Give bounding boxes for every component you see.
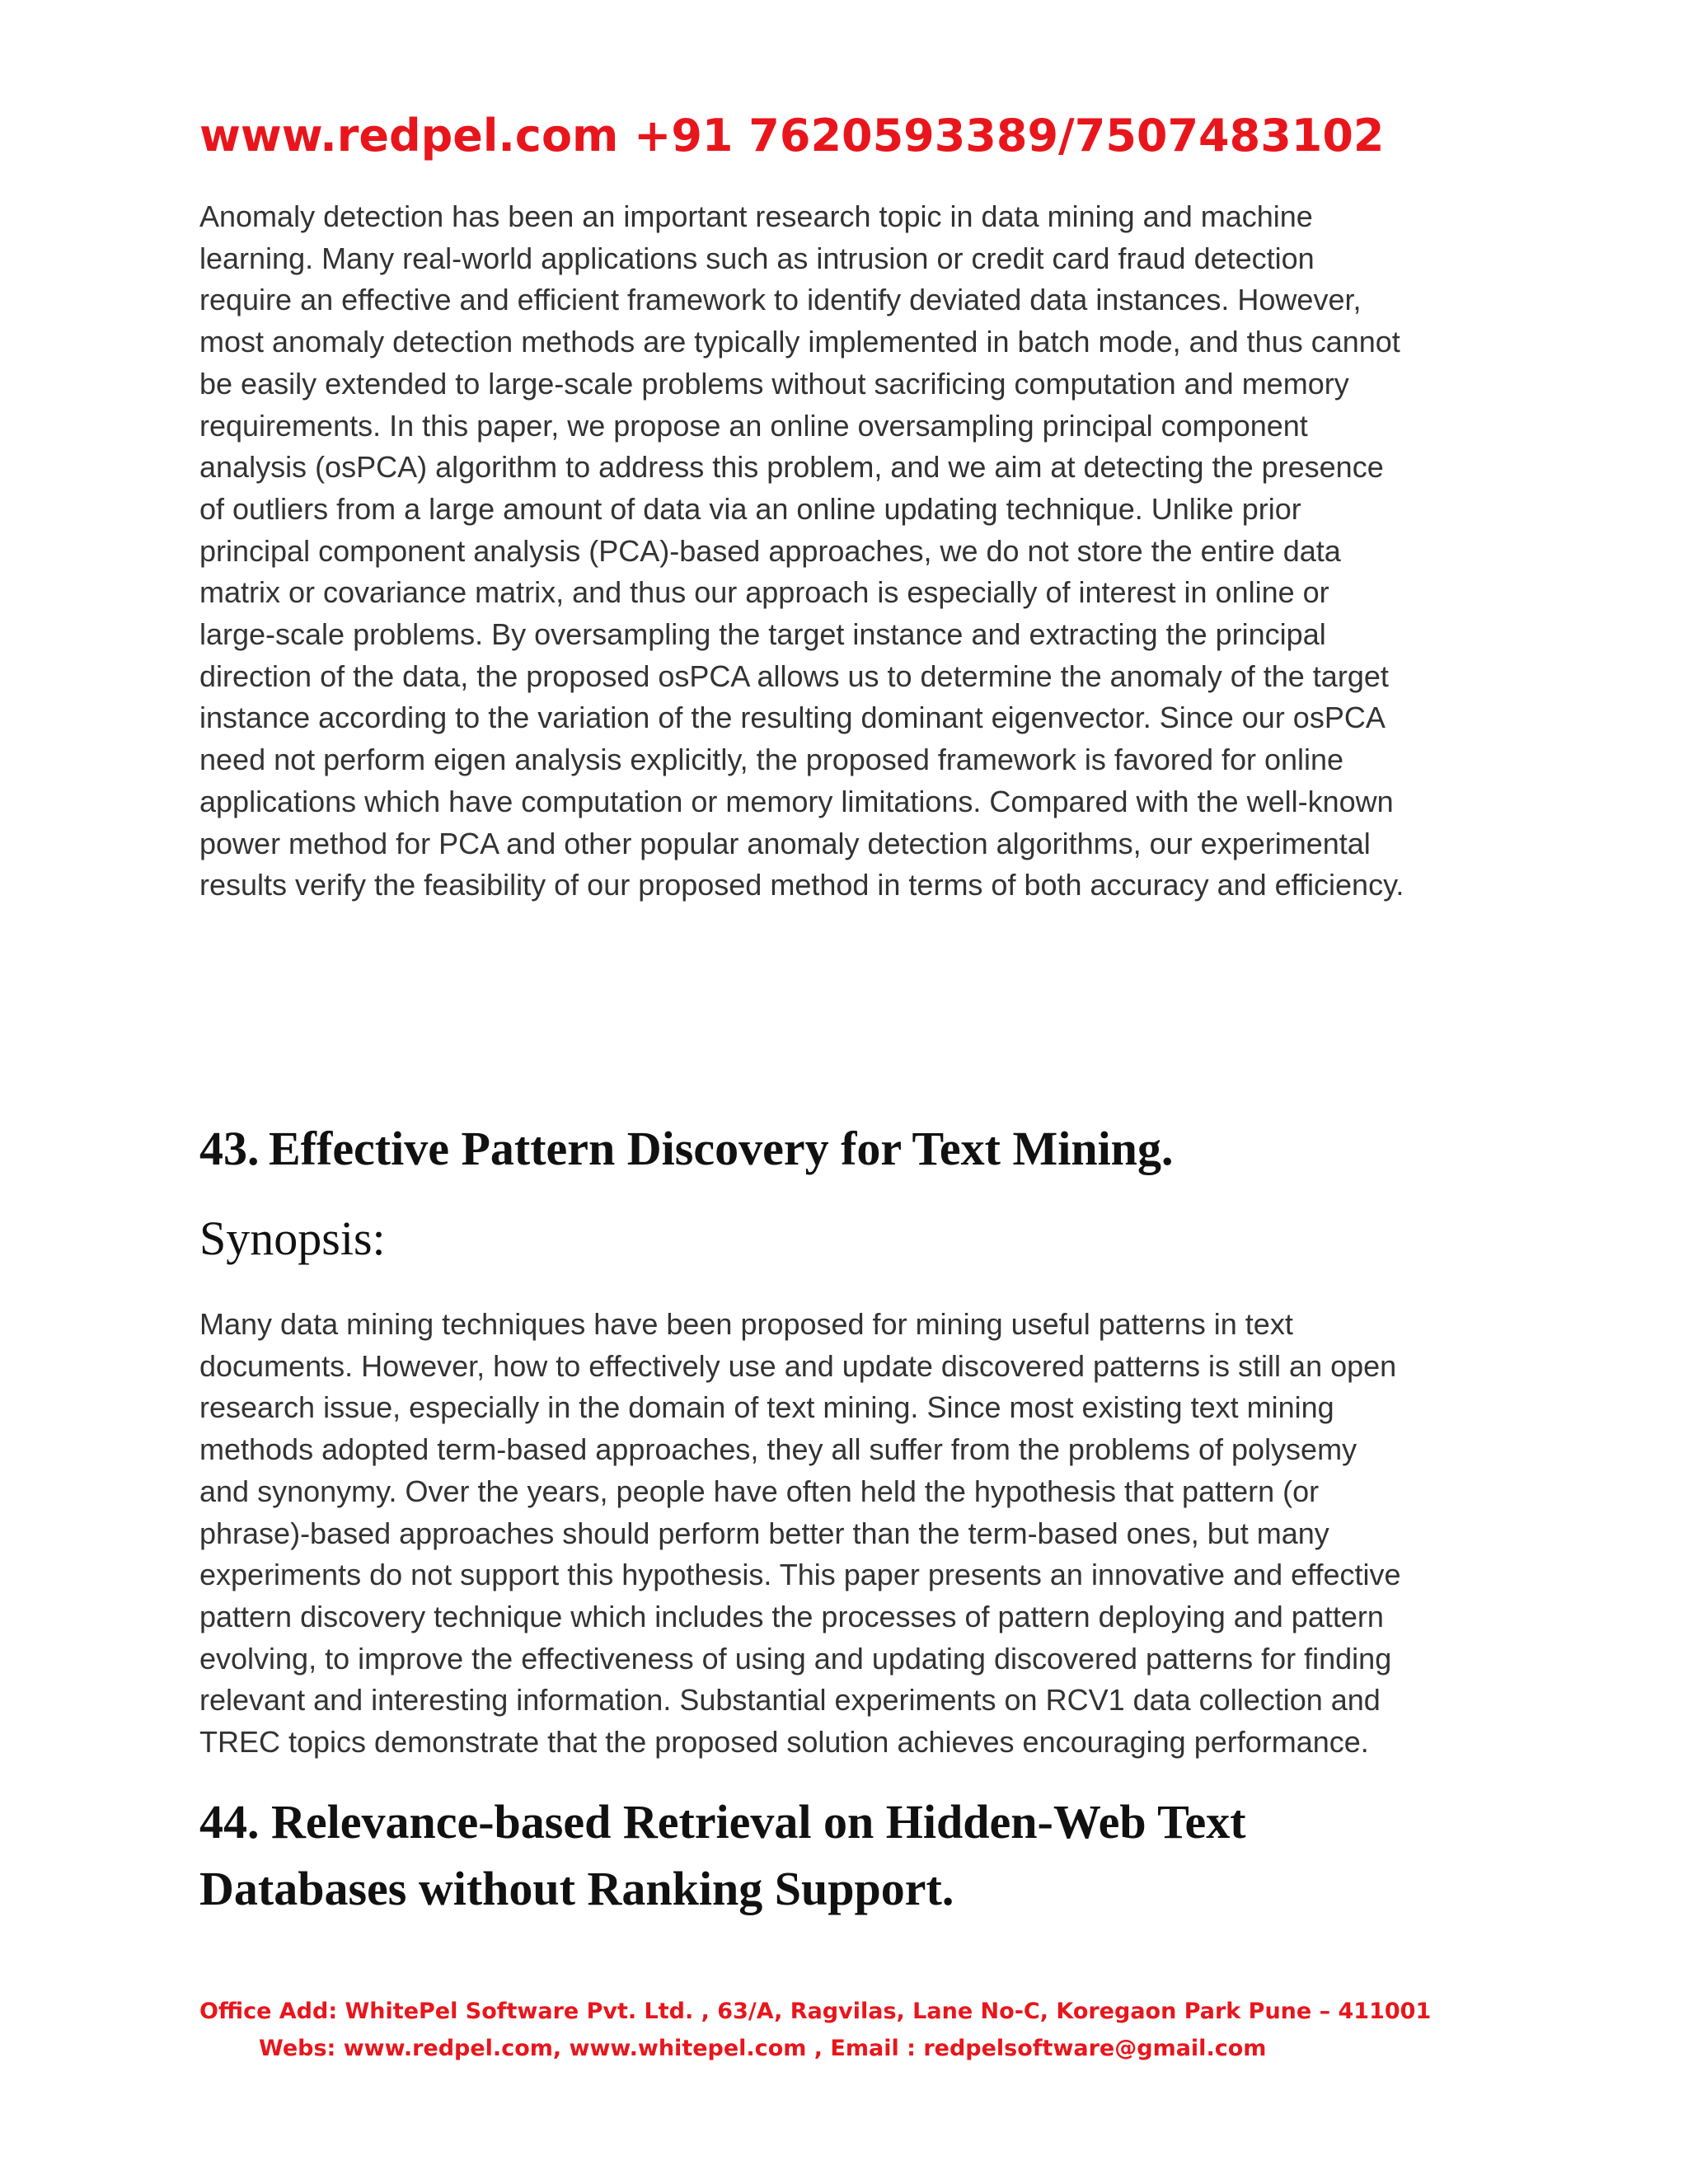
abstract-line: most anomaly detection methods are typically implemented in batch mode, and thus cannot xyxy=(199,325,1400,359)
office-footer xyxy=(199,1993,1601,2067)
abstract-line: of outliers from a large amount of data via an online updating technique. Unlike prior xyxy=(199,491,1301,526)
footer-office-address: Office Add: WhitePel Software Pvt. Ltd. , 63/A, Ragvilas, Lane No-C, Koregaon Park Pune – 411001 xyxy=(199,1999,1432,2024)
synopsis-line: TREC topics demonstrate that the proposed solution achieves encouraging performance. xyxy=(199,1725,1369,1760)
abstract-line: require an effective and efficient framework to identify deviated data instances. However, xyxy=(199,283,1362,317)
synopsis-line: experiments do not support this hypothesis. This paper presents an innovative and effective xyxy=(199,1558,1401,1592)
synopsis-label: Synopsis: xyxy=(199,1212,386,1265)
abstract-line: principal component analysis (PCA)-based approaches, we do not store the entire data xyxy=(199,533,1341,568)
section-44-title-line: Databases without Ranking Support. xyxy=(199,1862,954,1915)
section-43-number: 43. xyxy=(199,1122,260,1175)
synopsis-line: pattern discovery technique which includes the processes of pattern deploying and pattern xyxy=(199,1599,1384,1633)
abstract-line: direction of the data, the proposed osPCA allows us to determine the anomaly of the target xyxy=(199,658,1389,693)
abstract-paragraph-42 xyxy=(199,196,1502,907)
section-44-heading xyxy=(199,1788,1601,1922)
synopsis-line: evolving, to improve the effectiveness of using and updating discovered patterns for finding xyxy=(199,1641,1392,1675)
synopsis-line: Many data mining techniques have been proposed for mining useful patterns in text xyxy=(199,1307,1293,1341)
abstract-line: be easily extended to large-scale problems without sacrificing computation and memory xyxy=(199,366,1349,401)
abstract-line: Anomaly detection has been an important research topic in data mining and machine xyxy=(199,199,1313,233)
abstract-line: requirements. In this paper, we propose an online oversampling principal component xyxy=(199,408,1308,443)
contact-header: www.redpel.com +91 7620593389/7507483102 xyxy=(199,110,1385,162)
abstract-line: large-scale problems. By oversampling the target instance and extracting the principal xyxy=(199,617,1326,652)
synopsis-line: and synonymy. Over the years, people have often held the hypothesis that pattern (or xyxy=(199,1474,1320,1508)
synopsis-line: phrase)-based approaches should perform better than the term-based ones, but many xyxy=(199,1516,1329,1550)
abstract-line: learning. Many real-world applications such as intrusion or credit card fraud detection xyxy=(199,241,1315,275)
footer-web-email: Webs: www.redpel.com, www.whitepel.com , Email : redpelsoftware@gmail.com xyxy=(259,2036,1267,2061)
section-44-title-line: 44. Relevance-based Retrieval on Hidden-Web Text xyxy=(199,1795,1246,1849)
section-43-heading xyxy=(199,1116,1601,1182)
abstract-line: matrix or covariance matrix, and thus our approach is especially of interest in online or xyxy=(199,575,1329,610)
synopsis-line: relevant and interesting information. Substantial experiments on RCV1 data collection and xyxy=(199,1683,1381,1718)
abstract-line: applications which have computation or memory limitations. Compared with the well-known xyxy=(199,784,1394,818)
abstract-line: instance according to the variation of the resulting dominant eigenvector. Since our osPCA xyxy=(199,701,1386,735)
section-43-title: Effective Pattern Discovery for Text Mining. xyxy=(269,1122,1174,1175)
abstract-line: power method for PCA and other popular anomaly detection algorithms, our experimental xyxy=(199,826,1371,860)
synopsis-line: research issue, especially in the domain of text mining. Since most existing text mining xyxy=(199,1390,1334,1425)
synopsis-line: methods adopted term-based approaches, they all suffer from the problems of polysemy xyxy=(199,1432,1357,1467)
abstract-line: results verify the feasibility of our proposed method in terms of both accuracy and efficiency. xyxy=(199,868,1404,902)
abstract-line: need not perform eigen analysis explicitly, the proposed framework is favored for online xyxy=(199,743,1344,777)
synopsis-line: documents. However, how to effectively use and update discovered patterns is still an open xyxy=(199,1348,1397,1383)
abstract-line: analysis (osPCA) algorithm to address this problem, and we aim at detecting the presence xyxy=(199,450,1384,485)
abstract-paragraph-43 xyxy=(199,1304,1502,1764)
